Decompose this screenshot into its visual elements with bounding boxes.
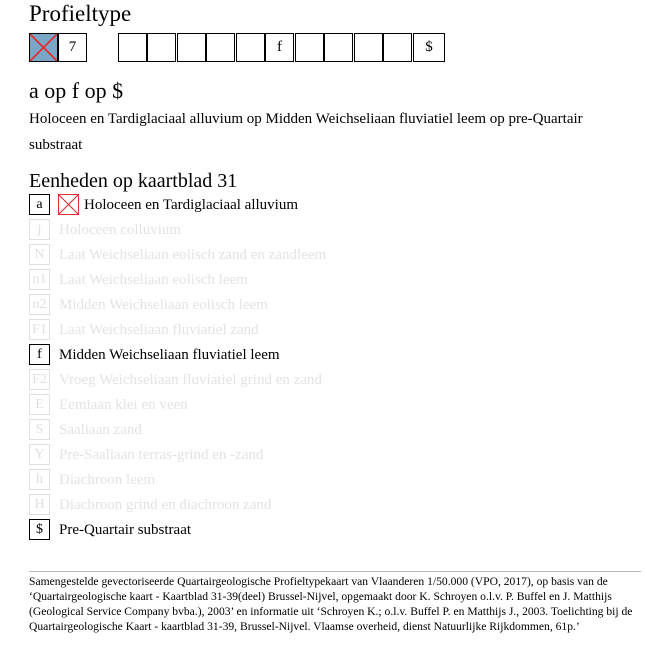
unit-label: Midden Weichseliaan eolisch leem — [59, 297, 268, 313]
unit-label: Holoceen en Tardiglaciaal alluvium — [84, 197, 299, 213]
profile-cell — [324, 33, 353, 62]
unit-code: N — [29, 244, 50, 265]
unit-code: h — [29, 469, 50, 490]
page-title: Profieltype — [29, 1, 132, 26]
unit-label: Holoceen colluvium — [59, 222, 182, 238]
unit-code: Y — [29, 444, 50, 465]
unit-label: Saaliaan zand — [59, 422, 142, 438]
unit-code: S — [29, 419, 50, 440]
unit-label: Diachroon leem — [59, 472, 156, 488]
profile-cell — [295, 33, 324, 62]
profile-cell — [206, 33, 235, 62]
unit-code: n1 — [29, 269, 50, 290]
profile-description: Holoceen en Tardiglaciaal alluvium op Midden Weichseliaan fluviatiel leem op pre-Quartair substraat — [29, 111, 583, 153]
units-heading: Eenheden op kaartblad 31 — [29, 170, 238, 192]
unit-code: E — [29, 394, 50, 415]
unit-code: F2 — [29, 369, 50, 390]
unit-code: H — [29, 494, 50, 515]
profile-cell — [354, 33, 383, 62]
source-citation: Samengestelde gevectoriseerde Quartairgeologische Profieltypekaart van Vlaanderen 1/50.000 (VPO, 2017), op basis van de ‘Quartairgeologische kaart - Kaartblad 31-39(deel) Brussel-Nijvel, opgemaakt door K. Schroyen o.l.v. P. Buffel en J. Matthijs (Geological Service Company bvba.), 2003’ en informatie uit ‘Schroyen K.; o.l.v. Buffel P. en Matthijs J., 2003. Toelichting bij de Quartairgeologische Kaart - kaartblad 31-39, Brussel-Nijvel. Vlaamse overheid, dienst Natuurlijke Rijkdommen, 61p.’ — [29, 575, 633, 633]
unit-label: Pre-Saaliaan terras-grind en -zand — [59, 447, 264, 463]
profile-cell — [383, 33, 412, 62]
alluvium-hatch-swatch — [29, 33, 58, 62]
divider — [29, 571, 641, 572]
profile-cell — [236, 33, 265, 62]
unit-label: Eemiaan klei en veen — [59, 397, 188, 413]
profile-cell: 7 — [58, 33, 87, 62]
alluvium-hatch-icon — [58, 194, 79, 215]
profile-cell: $ — [413, 33, 445, 62]
unit-code: n2 — [29, 294, 50, 315]
profile-cell: f — [265, 33, 294, 62]
unit-label: Diachroon grind en diachroon zand — [59, 497, 272, 513]
profile-formula: a op f op $ — [29, 78, 124, 103]
unit-label: Laat Weichseliaan eolisch zand en zandleem — [59, 247, 327, 263]
unit-code: a — [29, 194, 50, 215]
unit-code: $ — [29, 519, 50, 540]
unit-label: Vroeg Weichseliaan fluviatiel grind en zand — [59, 372, 322, 388]
unit-label: Laat Weichseliaan fluviatiel zand — [59, 322, 259, 338]
profile-cell — [177, 33, 206, 62]
profile-cell — [147, 33, 176, 62]
unit-label: Pre-Quartair substraat — [59, 522, 192, 538]
unit-code: F1 — [29, 319, 50, 340]
unit-code: j — [29, 219, 50, 240]
unit-label: Laat Weichseliaan eolisch leem — [59, 272, 248, 288]
profile-cell — [118, 33, 147, 62]
unit-label: Midden Weichseliaan fluviatiel leem — [59, 347, 280, 363]
unit-code: f — [29, 344, 50, 365]
